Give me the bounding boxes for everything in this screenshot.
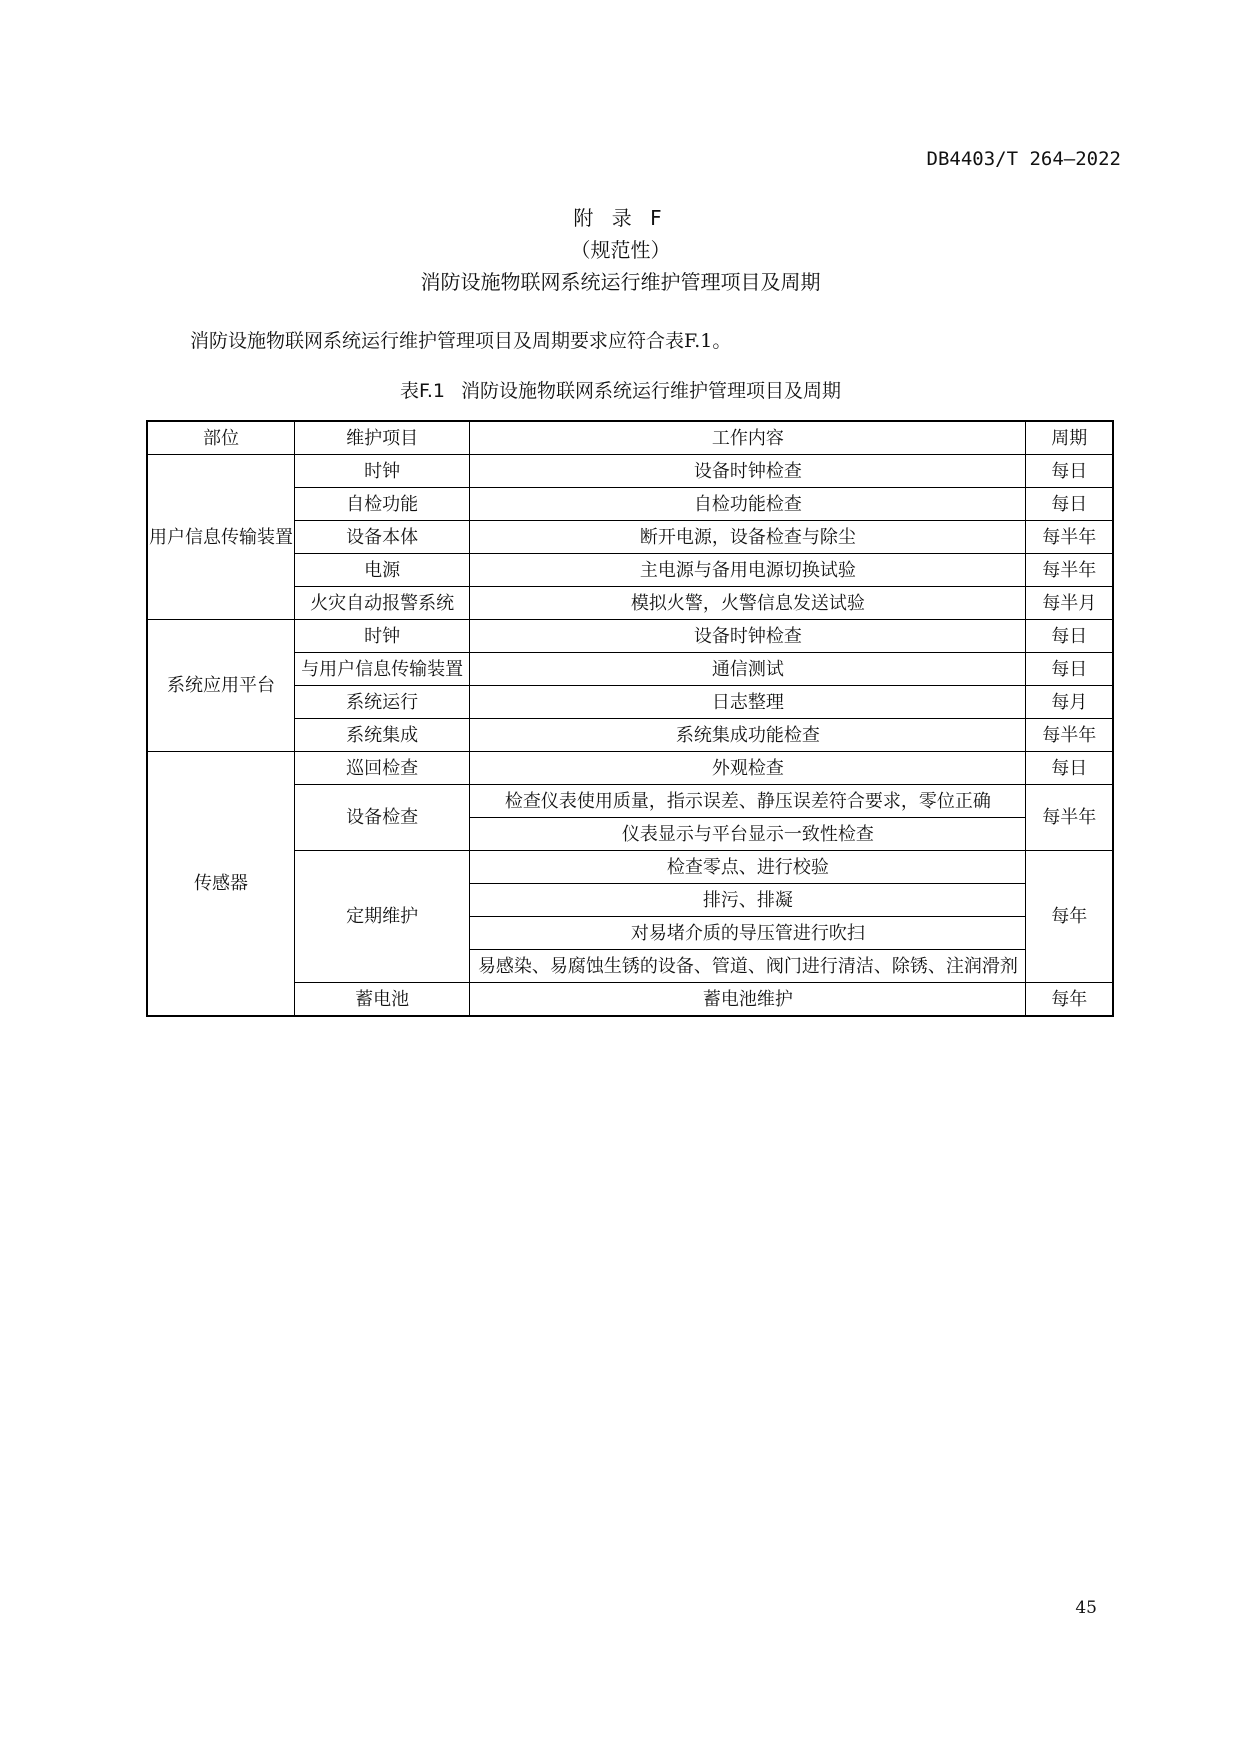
table-row bbox=[147, 620, 1113, 653]
content-cell: 设备时钟检查 bbox=[470, 620, 1026, 653]
maintenance-table bbox=[146, 420, 1114, 1017]
appendix-title: 消防设施物联网系统运行维护管理项目及周期 bbox=[420, 270, 821, 294]
table-caption bbox=[0, 376, 1241, 403]
content-cell: 通信测试 bbox=[470, 653, 1026, 686]
intro-paragraph: 消防设施物联网系统运行维护管理项目及周期要求应符合表F.1。 bbox=[190, 330, 732, 352]
cycle-cell: 每半年 bbox=[1026, 554, 1113, 587]
content-cell: 主电源与备用电源切换试验 bbox=[470, 554, 1026, 587]
content-cell: 设备时钟检查 bbox=[470, 455, 1026, 488]
item-cell: 火灾自动报警系统 bbox=[295, 587, 470, 620]
appendix-type: （规范性） bbox=[570, 238, 671, 262]
content-cell: 仪表显示与平台显示一致性检查 bbox=[470, 818, 1026, 851]
content-cell: 自检功能检查 bbox=[470, 488, 1026, 521]
item-cell: 与用户信息传输装置 bbox=[295, 653, 470, 686]
header-part: 部位 bbox=[147, 421, 295, 455]
item-cell: 系统运行 bbox=[295, 686, 470, 719]
content-cell: 断开电源，设备检查与除尘 bbox=[470, 521, 1026, 554]
document-code: DB4403/T 264—2022 bbox=[926, 148, 1121, 170]
cycle-cell: 每日 bbox=[1026, 620, 1113, 653]
cycle-cell: 每日 bbox=[1026, 455, 1113, 488]
part-cell: 用户信息传输装置 bbox=[147, 455, 295, 620]
table-caption-number: 表F.1 bbox=[399, 380, 445, 402]
cycle-cell: 每年 bbox=[1026, 851, 1113, 983]
item-cell: 设备检查 bbox=[295, 785, 470, 851]
header-cycle: 周期 bbox=[1026, 421, 1113, 455]
item-cell: 时钟 bbox=[295, 620, 470, 653]
item-cell: 蓄电池 bbox=[295, 983, 470, 1017]
cycle-cell: 每月 bbox=[1026, 686, 1113, 719]
item-cell: 巡回检查 bbox=[295, 752, 470, 785]
cycle-cell: 每半年 bbox=[1026, 785, 1113, 851]
part-cell: 系统应用平台 bbox=[147, 620, 295, 752]
header-content: 工作内容 bbox=[470, 421, 1026, 455]
cycle-cell: 每年 bbox=[1026, 983, 1113, 1017]
content-cell: 蓄电池维护 bbox=[470, 983, 1026, 1017]
table-header-row bbox=[147, 421, 1113, 455]
part-cell: 传感器 bbox=[147, 752, 295, 1017]
cycle-cell: 每日 bbox=[1026, 653, 1113, 686]
item-cell: 定期维护 bbox=[295, 851, 470, 983]
content-cell: 模拟火警，火警信息发送试验 bbox=[470, 587, 1026, 620]
content-cell: 对易堵介质的导压管进行吹扫 bbox=[470, 917, 1026, 950]
cycle-cell: 每半年 bbox=[1026, 521, 1113, 554]
item-cell: 设备本体 bbox=[295, 521, 470, 554]
page-number: 45 bbox=[1075, 1598, 1097, 1618]
header-item: 维护项目 bbox=[295, 421, 470, 455]
table-caption-title: 消防设施物联网系统运行维护管理项目及周期 bbox=[461, 380, 842, 402]
cycle-cell: 每半月 bbox=[1026, 587, 1113, 620]
content-cell: 易感染、易腐蚀生锈的设备、管道、阀门进行清洁、除锈、注润滑剂 bbox=[470, 950, 1026, 983]
appendix-label: 附 录 F bbox=[573, 206, 668, 230]
cycle-cell: 每半年 bbox=[1026, 719, 1113, 752]
content-cell: 检查仪表使用质量，指示误差、静压误差符合要求，零位正确 bbox=[470, 785, 1026, 818]
cycle-cell: 每日 bbox=[1026, 752, 1113, 785]
cycle-cell: 每日 bbox=[1026, 488, 1113, 521]
content-cell: 排污、排凝 bbox=[470, 884, 1026, 917]
item-cell: 自检功能 bbox=[295, 488, 470, 521]
table-row bbox=[147, 455, 1113, 488]
item-cell: 时钟 bbox=[295, 455, 470, 488]
item-cell: 系统集成 bbox=[295, 719, 470, 752]
content-cell: 系统集成功能检查 bbox=[470, 719, 1026, 752]
content-cell: 检查零点、进行校验 bbox=[470, 851, 1026, 884]
item-cell: 电源 bbox=[295, 554, 470, 587]
content-cell: 日志整理 bbox=[470, 686, 1026, 719]
table-row bbox=[147, 752, 1113, 785]
content-cell: 外观检查 bbox=[470, 752, 1026, 785]
